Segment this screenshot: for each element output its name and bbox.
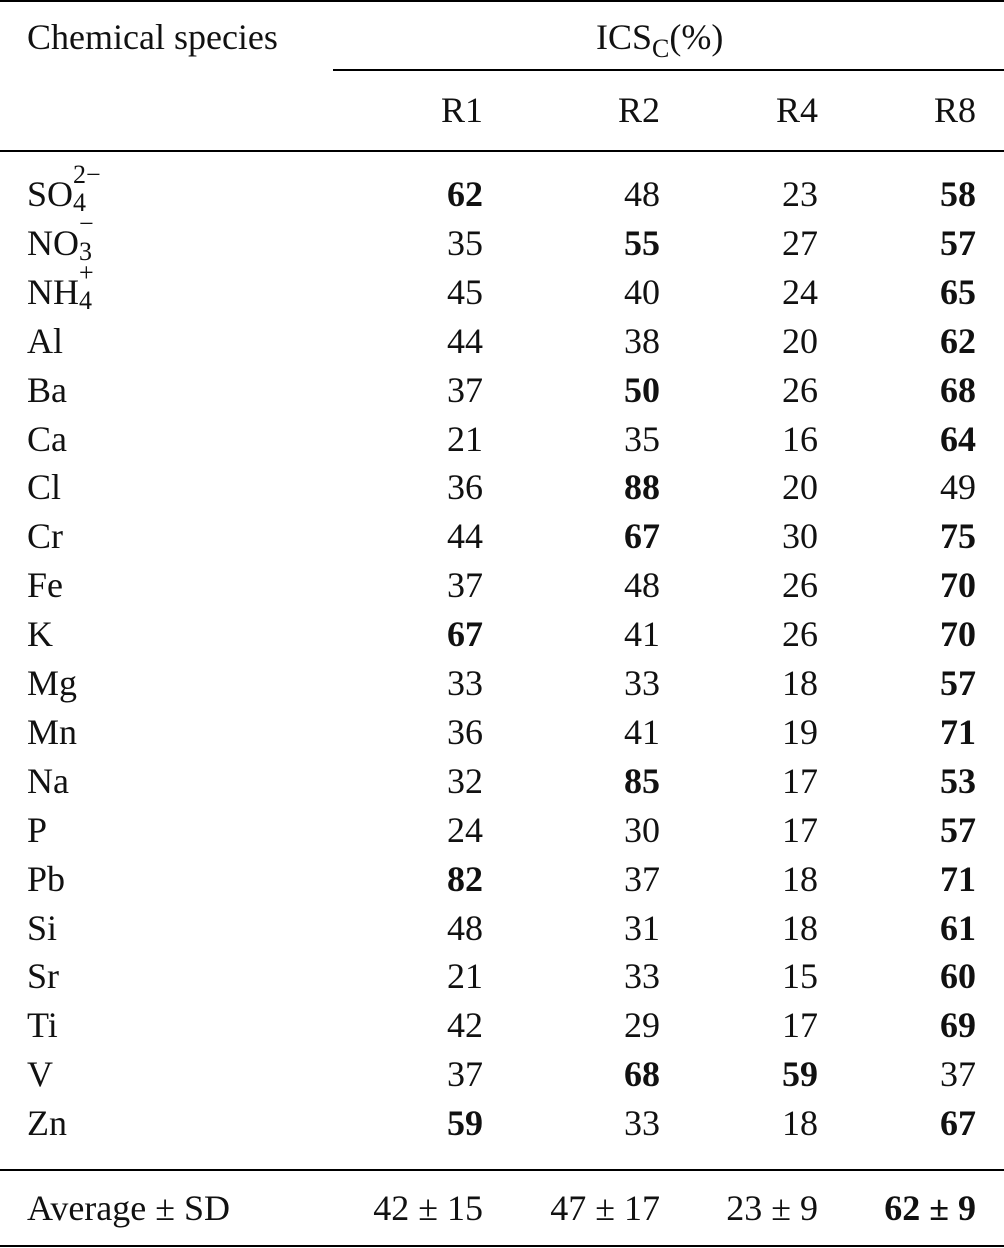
species-cell: Ca: [27, 419, 67, 459]
value-cell: 44: [447, 321, 483, 361]
value-cell: 67: [940, 1103, 976, 1143]
table-bottom-rule: [0, 1245, 1004, 1247]
value-cell: 21: [447, 419, 483, 459]
value-cell: 60: [940, 956, 976, 996]
value-cell: 65: [940, 272, 976, 312]
value-cell: 58: [940, 174, 976, 214]
value-cell: 61: [940, 908, 976, 948]
value-cell: 62: [447, 174, 483, 214]
value-cell: 19: [782, 712, 818, 752]
value-cell: 40: [624, 272, 660, 312]
value-cell: 41: [624, 614, 660, 654]
value-cell: 18: [782, 908, 818, 948]
value-cell: 69: [940, 1005, 976, 1045]
species-cell: Al: [27, 321, 63, 361]
species-column-header: Chemical species: [27, 17, 278, 57]
value-cell: 18: [782, 1103, 818, 1143]
species-base: NO: [27, 223, 79, 263]
value-cell: 24: [782, 272, 818, 312]
value-cell: 67: [447, 614, 483, 654]
value-cell: 35: [624, 419, 660, 459]
species-cell: Na: [27, 761, 69, 801]
value-cell: 31: [624, 908, 660, 948]
value-cell: 68: [940, 370, 976, 410]
species-base: SO: [27, 174, 74, 214]
species-cell: Mg: [27, 663, 78, 703]
value-cell: 82: [447, 859, 483, 899]
value-cell: 37: [624, 859, 660, 899]
value-cell: 68: [624, 1054, 660, 1094]
run-header-r2: R2: [617, 90, 660, 130]
value-cell: 29: [624, 1005, 660, 1045]
value-cell: 44: [447, 516, 483, 556]
value-cell: 17: [782, 1005, 818, 1045]
value-cell: 37: [940, 1054, 976, 1094]
value-cell: 18: [782, 663, 818, 703]
species-cell: V: [27, 1054, 53, 1094]
species-cell: [27, 209, 113, 266]
value-cell: 49: [940, 467, 976, 507]
species-cell: Cr: [27, 516, 63, 556]
value-cell: 57: [940, 223, 976, 263]
value-cell: 23: [782, 174, 818, 214]
value-cell: 88: [624, 467, 660, 507]
value-cell: 71: [940, 712, 976, 752]
value-cell: 30: [782, 516, 818, 556]
species-cell: Mn: [27, 712, 78, 752]
value-cell: 38: [624, 321, 660, 361]
value-cell: 57: [940, 810, 976, 850]
value-cell: 17: [782, 810, 818, 850]
value-cell: 71: [940, 859, 976, 899]
value-cell: 33: [624, 1103, 660, 1143]
header-bottom-rule: [0, 150, 1004, 152]
species-cell: Zn: [27, 1103, 67, 1143]
value-cell: 33: [447, 663, 483, 703]
species-charge: +: [79, 258, 94, 287]
value-cell: 64: [940, 419, 976, 459]
run-header-r1: R1: [440, 90, 483, 130]
species-charge: −: [79, 209, 94, 238]
value-cell: 37: [447, 565, 483, 605]
value-cell: 59: [782, 1054, 818, 1094]
value-cell: 35: [447, 223, 483, 263]
value-cell: 15: [782, 956, 818, 996]
average-r1: 42 ± 15: [373, 1188, 483, 1228]
value-cell: 30: [624, 810, 660, 850]
species-cell: [27, 258, 113, 315]
value-cell: 70: [940, 565, 976, 605]
value-cell: 50: [624, 370, 660, 410]
value-cell: 33: [624, 956, 660, 996]
value-cell: 17: [782, 761, 818, 801]
species-cell: Pb: [27, 859, 66, 899]
species-subscript: 4: [73, 188, 87, 217]
value-cell: 16: [782, 419, 818, 459]
value-cell: 45: [447, 272, 483, 312]
value-cell: 20: [782, 467, 818, 507]
footer-top-rule: [0, 1169, 1004, 1171]
value-cell: 18: [782, 859, 818, 899]
value-cell: 48: [624, 565, 660, 605]
species-subscript: 3: [79, 237, 92, 266]
average-r8: 62 ± 9: [884, 1188, 976, 1228]
value-cell: 27: [782, 223, 818, 263]
value-cell: 36: [447, 712, 483, 752]
species-cell: [27, 160, 107, 217]
value-cell: 37: [447, 370, 483, 410]
value-cell: 26: [782, 614, 818, 654]
value-cell: 33: [624, 663, 660, 703]
species-cell: Fe: [27, 565, 63, 605]
run-header-r4: R4: [775, 90, 818, 130]
ics-suffix: (%): [669, 17, 724, 57]
value-cell: 59: [447, 1103, 483, 1143]
value-cell: 85: [624, 761, 660, 801]
group-header-rule: [333, 69, 1004, 71]
species-charge: 2−: [73, 160, 101, 189]
value-cell: 57: [940, 663, 976, 703]
species-cell: P: [27, 810, 48, 850]
value-cell: 42: [447, 1005, 483, 1045]
species-subscript: 4: [79, 286, 92, 315]
value-cell: 20: [782, 321, 818, 361]
species-cell: Si: [27, 908, 58, 948]
value-cell: 24: [447, 810, 483, 850]
average-r2: 47 ± 17: [550, 1188, 660, 1228]
average-r4: 23 ± 9: [726, 1188, 818, 1228]
species-cell: K: [27, 614, 53, 654]
value-cell: 36: [447, 467, 483, 507]
value-cell: 70: [940, 614, 976, 654]
species-cell: Sr: [27, 956, 60, 996]
species-cell: Ti: [27, 1005, 58, 1045]
species-base: NH: [27, 272, 79, 312]
value-cell: 53: [940, 761, 976, 801]
value-cell: 62: [940, 321, 976, 361]
ics-subscript: C: [652, 34, 670, 63]
value-cell: 26: [782, 370, 818, 410]
ics-label: ICS: [596, 17, 653, 57]
species-cell: Ba: [27, 370, 67, 410]
value-cell: 55: [624, 223, 660, 263]
value-cell: 41: [624, 712, 660, 752]
average-label: Average ± SD: [27, 1188, 231, 1228]
species-cell: Cl: [27, 467, 62, 507]
value-cell: 37: [447, 1054, 483, 1094]
value-cell: 48: [624, 174, 660, 214]
value-cell: 21: [447, 956, 483, 996]
value-cell: 26: [782, 565, 818, 605]
value-cell: 48: [447, 908, 483, 948]
value-cell: 67: [624, 516, 660, 556]
run-header-r8: R8: [933, 90, 976, 130]
value-cell: 32: [447, 761, 483, 801]
value-cell: 75: [940, 516, 976, 556]
ics-group-header: [596, 17, 723, 69]
table-top-rule: [0, 0, 1004, 2]
